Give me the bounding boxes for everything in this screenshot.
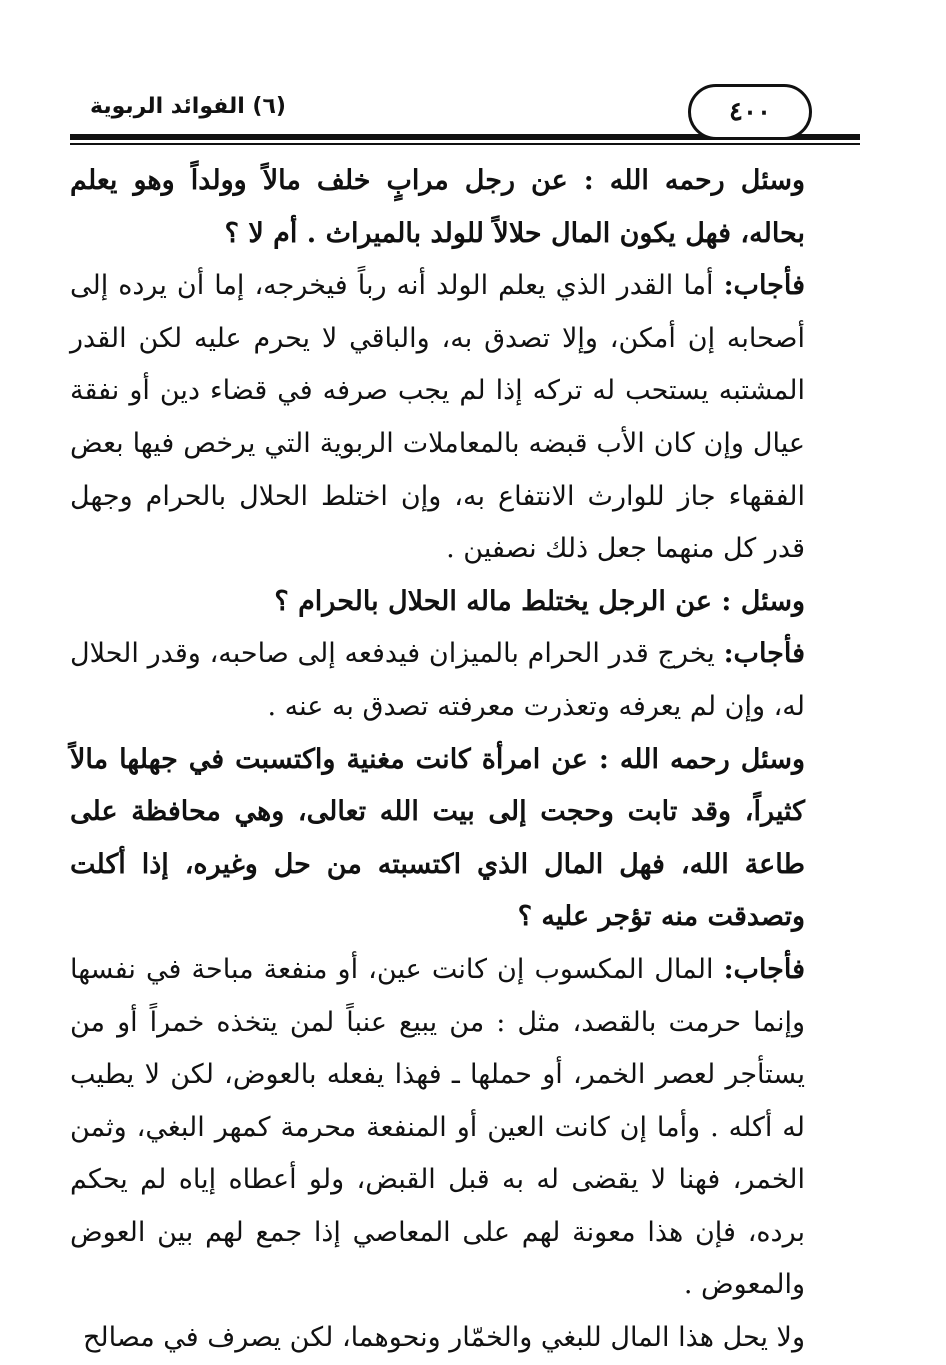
body-paragraph	[70, 1312, 860, 1365]
answer-paragraph	[70, 944, 860, 1312]
question-paragraph	[70, 734, 860, 944]
answer-paragraph	[70, 260, 860, 576]
header-rule-thin	[70, 143, 860, 145]
page-number: ٤٠٠	[688, 84, 812, 140]
answer-text: المال المكسوب إن كانت عين، أو منفعة مباحة في نفسها وإنما حرمت بالقصد، مثل : من يبيع عنباً لمن يتخذه خمراً أو من يستأجر لعصر الخمر، أو حملها ـ فهذا يفعله بالعوض، لكن لا يطيب له أكله . وأما إن كانت العين أو المنفعة محرمة كمهر البغي، وثمن الخمر، فهنا لا يقضى له به قبل القبض، ولو أعطاه إياه لم يحكم برده، فإن هذا معونة لهم على المعاصي إذا جمع لهم بين العوض والمعوض .	[70, 953, 805, 1301]
page-body	[70, 155, 860, 1365]
answer-paragraph	[70, 628, 860, 733]
answer-text: يخرج قدر الحرام بالميزان فيدفعه إلى صاحبه، وقدر الحلال له، وإن لم يعرفه وتعذرت معرفته تصدق به عنه .	[70, 638, 805, 722]
running-title: (٦) الفوائد الربوية	[90, 94, 286, 119]
question-paragraph	[70, 155, 860, 260]
question-text: وسئل رحمه الله : عن امرأة كانت مغنية واكتسبت في جهلها مالاً كثيراً، وقد تابت وحجت إلى بيت الله تعالى، وهي محافظة على طاعة الله، فهل المال الذي اكتسبته من حل وغيره، إذا أكلت وتصدقت منه تؤجر عليه ؟	[70, 743, 805, 933]
question-paragraph	[70, 576, 860, 629]
body-text: ولا يحل هذا المال للبغي والخمّار ونحوهما، لكن يصرف في مصالح	[82, 1322, 805, 1354]
question-text: وسئل رحمه الله : عن رجل مرابٍ خلف مالاً وولداً وهو يعلم بحاله، فهل يكون المال حلالاً للولد بالميراث . أم لا ؟	[70, 165, 805, 249]
answer-lead: فأجاب:	[723, 270, 805, 302]
answer-lead: فأجاب:	[723, 953, 805, 985]
answer-text: أما القدر الذي يعلم الولد أنه رباً فيخرجه، إما أن يرده إلى أصحابه إن أمكن، وإلا تصدق به، والباقي لا يحرم عليه لكن القدر المشتبه يستحب له تركه إذا لم يجب صرفه في قضاء دين أو نفقة عيال وإن كان الأب قبضه بالمعاملات الربوية التي يرخص فيها بعض الفقهاء جاز للوارث الانتفاع به، وإن اختلط الحلال بالحرام وجهل قدر كل منهما جعل ذلك نصفين .	[70, 270, 805, 565]
page-header	[70, 80, 860, 142]
answer-lead: فأجاب:	[723, 638, 805, 670]
question-text: وسئل : عن الرجل يختلط ماله الحلال بالحرام ؟	[274, 585, 805, 617]
